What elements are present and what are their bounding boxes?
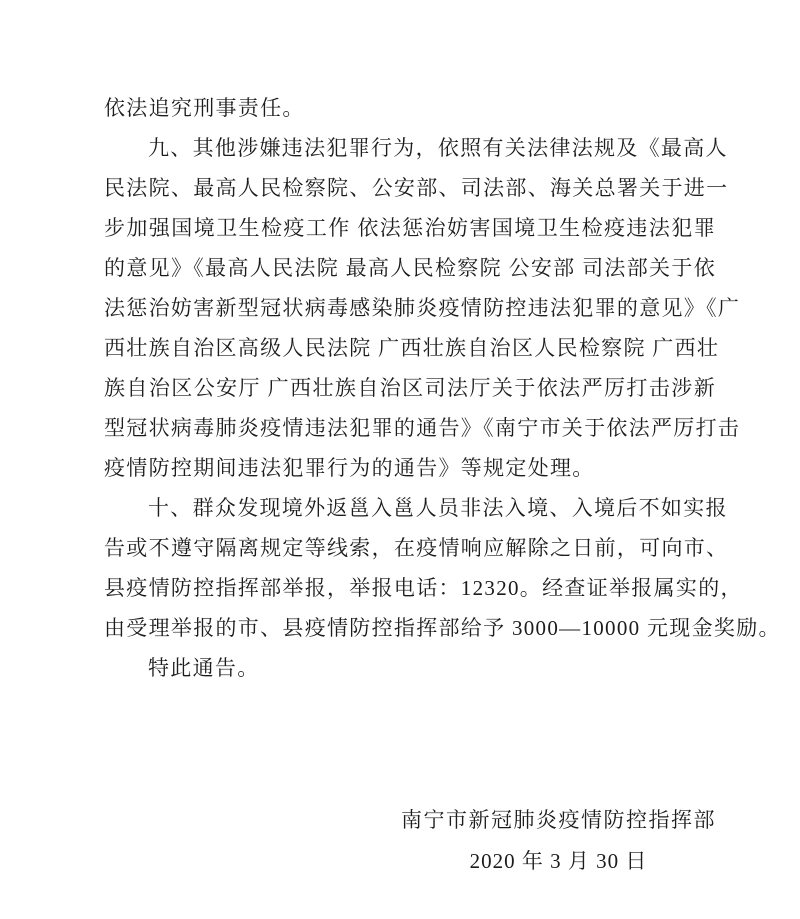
document-line: 十、群众发现境外返邕入邕人员非法入境、入境后不如实报 [148,496,728,520]
document-line: 告或不遵守隔离规定等线索，在疫情响应解除之日前，可向市、 [104,536,729,560]
signature-inner [401,806,716,875]
document-closing-line: 特此通告。 [148,656,260,680]
signature-block [104,806,716,875]
document-line: 步加强国境卫生检疫工作 依法惩治妨害国境卫生检疫违法犯罪 [104,216,716,240]
document-line: 依法追究刑事责任。 [104,96,305,120]
signature-issuer: 南宁市新冠肺炎疫情防控指挥部 [401,808,716,832]
document-line: 疫情防控期间违法犯罪行为的通告》等规定处理。 [104,456,595,480]
document-line: 法惩治妨害新型冠状病毒感染肺炎疫情防控违法犯罪的意见》《广 [104,296,741,320]
document-line: 县疫情防控指挥部举报，举报电话：12320。经查证举报属实的， [104,576,743,600]
document-line: 由受理举报的市、县疫情防控指挥部给予 3000—10000 元现金奖励。 [104,616,781,640]
document-line: 民法院、最高人民检察院、公安部、司法部、海关总署关于进一 [104,176,729,200]
signature-date: 2020 年 3 月 30 日 [469,849,648,873]
document-line: 族自治区公安厅 广西壮族自治区司法厅关于依法严厉打击涉新 [104,376,716,400]
document-line: 西壮族自治区高级人民法院 广西壮族自治区人民检察院 广西壮 [104,336,720,360]
document-line: 九、其他涉嫌违法犯罪行为，依照有关法律法规及《最高人 [148,136,728,160]
notice-body [104,88,781,875]
document-line: 的意见》《最高人民法院 最高人民检察院 公安部 司法部关于依 [104,256,716,280]
document-line: 型冠状病毒肺炎疫情违法犯罪的通告》《南宁市关于依法严厉打击 [104,416,741,440]
